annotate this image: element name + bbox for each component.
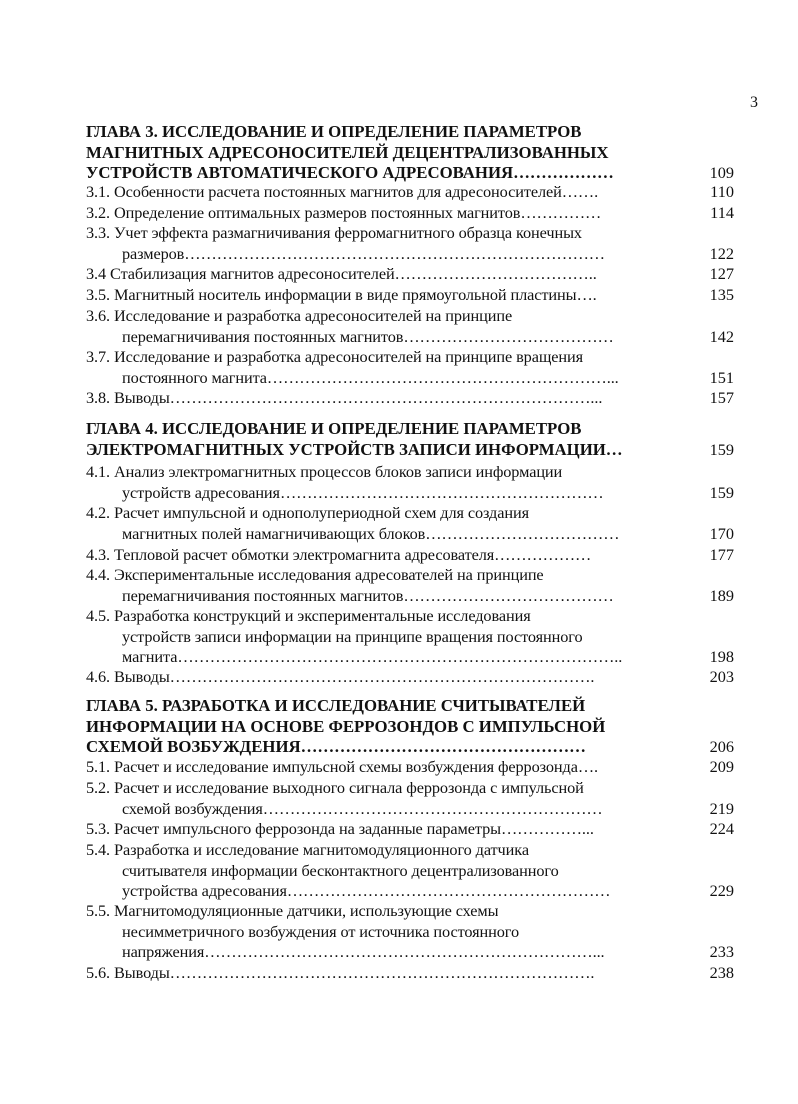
toc-page-number: 203 — [709, 667, 734, 686]
toc-page-number: 142 — [709, 326, 734, 346]
section-title-line: 3.4 Стабилизация магнитов адресоносителей……………………………….. — [86, 264, 597, 283]
chapter-title-line: ЭЛЕКТРОМАГНИТНЫХ УСТРОЙСТВ ЗАПИСИ ИНФОРМАЦИИ… — [86, 439, 623, 459]
toc-page-number: 114 — [710, 203, 734, 222]
section-title-line: напряжения………………………………………………………………... — [122, 942, 605, 961]
chapter-title-line: МАГНИТНЫХ АДРЕСОНОСИТЕЛЕЙ ДЕЦЕНТРАЛИЗОВАННЫХ — [86, 142, 609, 162]
section-title-line: 5.6. Выводы……………………………………………………………………. — [86, 963, 595, 982]
section-title-line: 5.1. Расчет и исследование импульсной схемы возбуждения феррозонда…. — [86, 757, 598, 776]
toc-page-number: 159 — [709, 482, 734, 502]
chapter-title-line: УСТРОЙСТВ АВТОМАТИЧЕСКОГО АДРЕСОВАНИЯ……………… — [86, 163, 614, 182]
section-title-line: размеров…………………………………………………………………… — [122, 243, 605, 263]
toc-page-number: 151 — [709, 367, 734, 387]
section-title-line: магнитных полей намагничивающих блоков……………………………… — [122, 523, 620, 543]
section-title-line: 5.3. Расчет импульсного феррозонда на заданные параметры……………... — [86, 819, 594, 838]
toc-page-number: 110 — [710, 182, 734, 201]
section-title-line: 4.6. Выводы……………………………………………………………………. — [86, 667, 595, 686]
toc-page-number: 224 — [709, 819, 734, 838]
toc-page-number: 206 — [709, 737, 734, 756]
section-title-line: 3.8. Выводы……………………………………………………………………... — [86, 388, 603, 407]
section-title-line: 3.7. Исследование и разработка адресоносителей на принципе вращения — [86, 347, 584, 366]
chapter-title-line: СХЕМОЙ ВОЗБУЖДЕНИЯ…………………………………………… — [86, 737, 586, 756]
chapter-title-line: ГЛАВА 4. ИССЛЕДОВАНИЕ И ОПРЕДЕЛЕНИЕ ПАРАМЕТРОВ — [86, 419, 582, 438]
toc-page-number: 109 — [709, 163, 734, 182]
section-title-line: 5.4. Разработка и исследование магнитомодуляционного датчика — [86, 840, 529, 859]
toc-page-number: 209 — [709, 757, 734, 776]
toc-page-number: 170 — [709, 523, 734, 543]
section-title-line: несимметричного возбуждения от источника постоянного — [122, 921, 520, 941]
section-title-line: перемагничивания постоянных магнитов………………………………… — [122, 585, 614, 605]
section-title-line: устройств записи информации на принципе вращения постоянного — [122, 626, 583, 646]
section-title-line: устройства адресования…………………………………………………… — [122, 881, 611, 900]
toc-page-number: 198 — [709, 647, 734, 666]
toc-page-number: 122 — [709, 243, 734, 263]
section-title-line: постоянного магнита………………………………………………………... — [122, 367, 619, 387]
section-title-line: считывателя информации бесконтактного децентрализованного — [122, 860, 559, 880]
section-title-line: 4.3. Тепловой расчет обмотки электромагнита адресователя……………… — [86, 545, 592, 564]
section-title-line: 5.5. Магнитомодуляционные датчики, использующие схемы — [86, 901, 499, 920]
toc-page-number: 219 — [709, 798, 734, 818]
toc-page-number: 159 — [709, 439, 734, 459]
toc-page-number: 157 — [709, 388, 734, 407]
page-number: 3 — [750, 94, 758, 111]
toc-page-number: 135 — [709, 285, 734, 304]
section-title-line: 3.6. Исследование и разработка адресоносителей на принципе — [86, 306, 513, 325]
section-title-line: 3.2. Определение оптимальных размеров постоянных магнитов…………… — [86, 203, 602, 222]
toc-page-number: 127 — [709, 264, 734, 283]
chapter-title-line: ИНФОРМАЦИИ НА ОСНОВЕ ФЕРРОЗОНДОВ С ИМПУЛЬСНОЙ — [86, 716, 606, 736]
section-title-line: магнита……………………………………………………………………….. — [122, 647, 623, 666]
section-title-line: перемагничивания постоянных магнитов………………………………… — [122, 326, 614, 346]
chapter-title-line: ГЛАВА 3. ИССЛЕДОВАНИЕ И ОПРЕДЕЛЕНИЕ ПАРАМЕТРОВ — [86, 122, 582, 141]
section-title-line: схемой возбуждения……………………………………………………… — [122, 798, 603, 818]
section-title-line: 4.4. Экспериментальные исследования адресователей на принципе — [86, 565, 544, 584]
section-title-line: 3.5. Магнитный носитель информации в виде прямоугольной пластины…. — [86, 285, 597, 304]
toc-page-number: 177 — [709, 545, 734, 564]
section-title-line: 4.5. Разработка конструкций и экспериментальные исследования — [86, 606, 531, 625]
section-title-line: 3.3. Учет эффекта размагничивания ферромагнитного образца конечных — [86, 223, 582, 242]
section-title-line: 3.1. Особенности расчета постоянных магнитов для адресоносителей……. — [86, 182, 599, 201]
toc-page-number: 238 — [709, 963, 734, 982]
section-title-line: 4.1. Анализ электромагнитных процессов блоков записи информации — [86, 462, 563, 481]
toc-page-number: 229 — [709, 881, 734, 900]
chapter-title-line: ГЛАВА 5. РАЗРАБОТКА И ИССЛЕДОВАНИЕ СЧИТЫВАТЕЛЕЙ — [86, 696, 586, 715]
section-title-line: устройств адресования…………………………………………………… — [122, 482, 604, 502]
toc-page-number: 233 — [709, 942, 734, 961]
toc-page-number: 189 — [709, 585, 734, 605]
section-title-line: 4.2. Расчет импульсной и однополупериодной схем для создания — [86, 503, 529, 522]
section-title-line: 5.2. Расчет и исследование выходного сигнала феррозонда с импульсной — [86, 778, 584, 797]
